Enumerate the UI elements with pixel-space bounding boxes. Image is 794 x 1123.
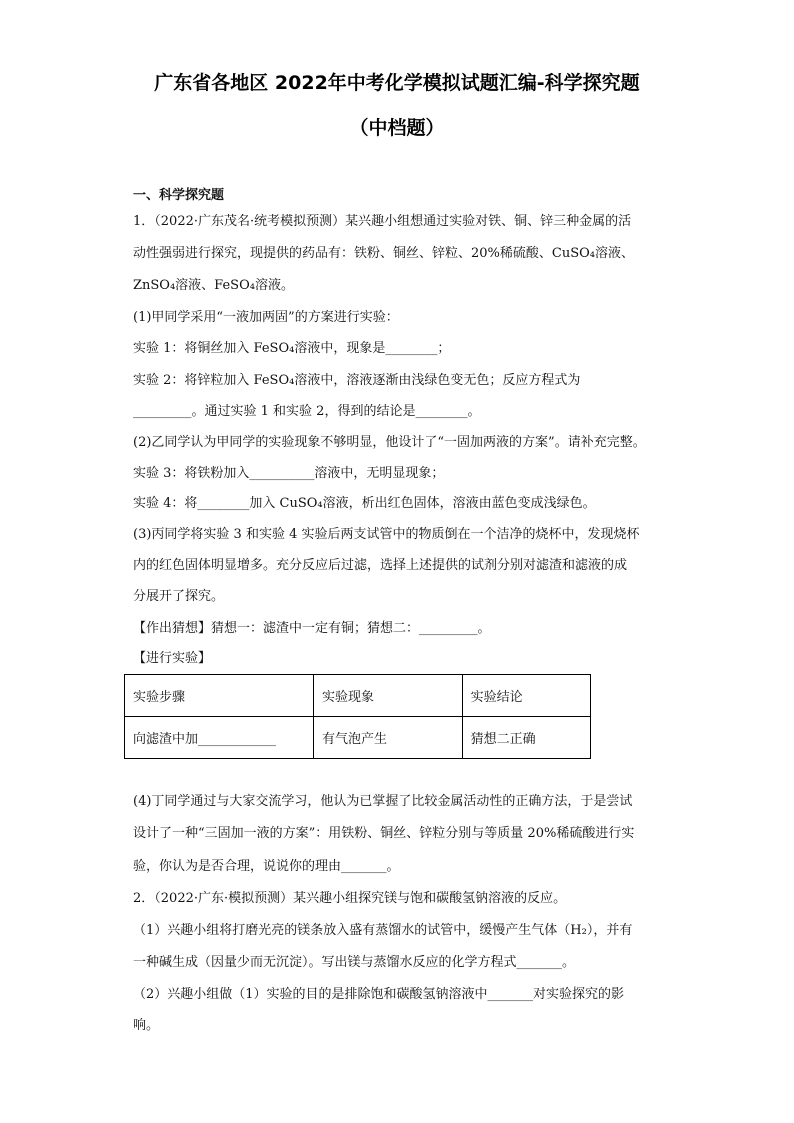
table-cell: 有气泡产生 bbox=[314, 717, 463, 759]
table-row bbox=[125, 717, 591, 759]
table-header-row bbox=[125, 675, 591, 717]
q2-line-5: 响。 bbox=[133, 1018, 160, 1033]
q1-line-10: 实验 4：将________加入 CuSO₄溶液，析出红色固体，溶液由蓝色变成浅绿色。 bbox=[133, 496, 596, 511]
q1-line-14: 【作出猜想】猜想一：滤渣中一定有铜；猜想二：_________。 bbox=[133, 621, 491, 636]
q2-line-4: （2）兴趣小组做（1）实验的目的是排除饱和碳酸氢钠溶液中_______对实验探究的影 bbox=[133, 987, 625, 1002]
q1-line-16: (4)丁同学通过与大家交流学习，他认为已掌握了比较金属活动性的正确方法，于是尝试 bbox=[133, 794, 633, 809]
table-header-cell: 实验结论 bbox=[462, 675, 590, 717]
section-heading: 一、科学探究题 bbox=[133, 188, 225, 203]
q1-line-1: 1．（2022·广东茂名·统考模拟预测）某兴趣小组想通过实验对铁、铜、锌三种金属的活 bbox=[133, 214, 632, 229]
table-header-cell: 实验现象 bbox=[314, 675, 463, 717]
q1-line-4: (1)甲同学采用“一液加两固”的方案进行实验： bbox=[133, 310, 399, 325]
q1-line-5: 实验 1：将铜丝加入 FeSO₄溶液中，现象是________； bbox=[133, 341, 451, 356]
q1-line-8: (2)乙同学认为甲同学的实验现象不够明显，他设计了“一固加两液的方案”。请补充完整。 bbox=[133, 435, 646, 450]
document-subtitle: （中档题） bbox=[349, 117, 445, 139]
q1-line-3: ZnSO₄溶液、FeSO₄溶液。 bbox=[133, 278, 294, 293]
table-cell: 向滤渣中加____________ bbox=[125, 717, 314, 759]
q1-line-17: 设计了一种“三固加一液的方案”：用铁粉、铜丝、锌粒分别与等质量 20%稀硫酸进行实 bbox=[133, 826, 635, 841]
q2-line-3: 一种碱生成（因量少而无沉淀）。写出镁与蒸馏水反应的化学方程式_______。 bbox=[133, 955, 576, 970]
q2-line-1: 2．（2022·广东·模拟预测）某兴趣小组探究镁与饱和碳酸氢钠溶液的反应。 bbox=[133, 891, 567, 906]
q1-line-12: 内的红色固体明显增多。充分反应后过滤，选择上述提供的试剂分别对滤渣和滤液的成 bbox=[133, 558, 628, 573]
table-header-cell: 实验步骤 bbox=[125, 675, 314, 717]
q1-line-18: 验，你认为是否合理，说说你的理由_______。 bbox=[133, 859, 400, 874]
experiment-table bbox=[124, 674, 591, 759]
table-cell: 猜想二正确 bbox=[462, 717, 590, 759]
q1-line-11: (3)丙同学将实验 3 和实验 4 实验后两支试管中的物质倒在一个洁净的烧杯中，发现烧杯 bbox=[133, 527, 640, 542]
q1-line-7: _________。通过实验 1 和实验 2，得到的结论是________。 bbox=[133, 404, 481, 419]
q1-line-2: 动性强弱进行探究，现提供的药品有：铁粉、铜丝、锌粒、20%稀硫酸、CuSO₄溶液、 bbox=[133, 246, 634, 261]
q1-line-13: 分展开了探究。 bbox=[133, 589, 225, 604]
q1-line-6: 实验 2：将锌粒加入 FeSO₄溶液中，溶液逐渐由浅绿色变无色；反应方程式为 bbox=[133, 373, 581, 388]
q2-line-2: （1）兴趣小组将打磨光亮的镁条放入盛有蒸馏水的试管中，缓慢产生气体（H₂），并有 bbox=[133, 923, 633, 938]
document-title: 广东省各地区 2022年中考化学模拟试题汇编-科学探究题 bbox=[154, 72, 640, 94]
q1-line-9: 实验 3：将铁粉加入__________溶液中，无明显现象； bbox=[133, 466, 445, 481]
q1-line-15: 【进行实验】 bbox=[133, 651, 212, 666]
